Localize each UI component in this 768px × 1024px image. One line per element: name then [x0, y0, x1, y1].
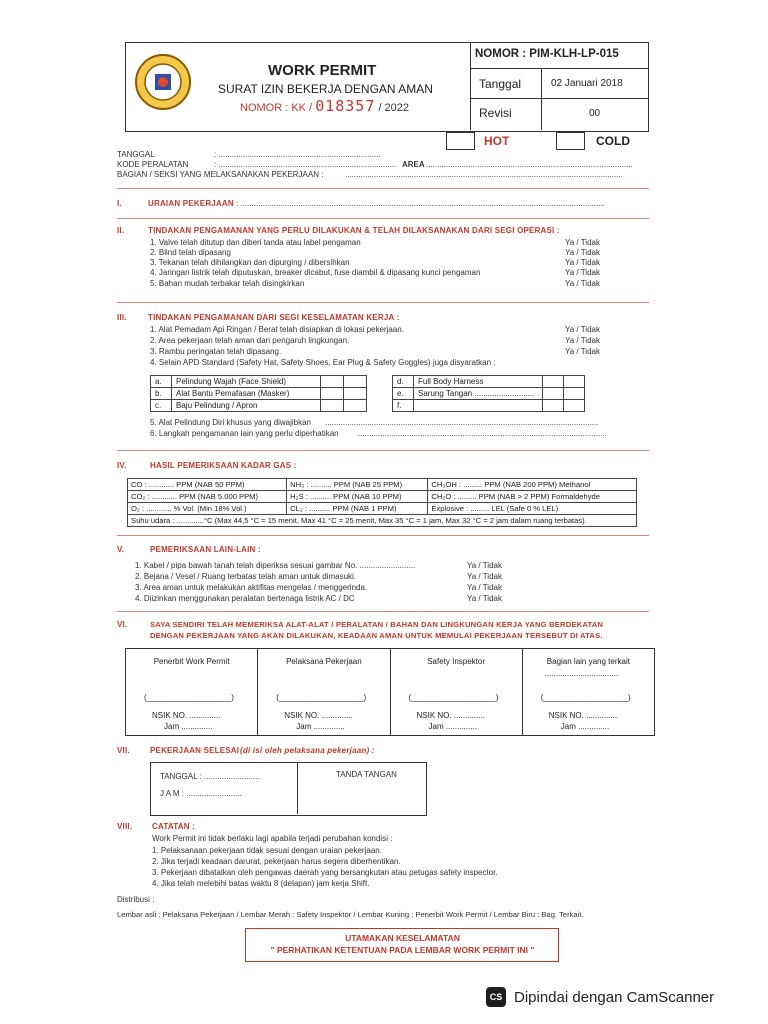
tanggal-value: 02 Januari 2018: [551, 78, 623, 89]
catatan-item: 1. Pelaksanaan pekerjaan tidak sesuai dengan uraian pekerjaan.: [152, 846, 382, 855]
s2-item: 4. Jaringan listrik telah diputuskan, breaker dicabut, fuse diambil & dipasang kunci pengaman: [150, 268, 481, 277]
catatan-item: 4. Jika telah melebihi batas waktu 8 (delapan) jam kerja Shift.: [152, 879, 370, 888]
camscanner-text: Dipindai dengan CamScanner: [514, 988, 715, 1006]
signature-line: (___________________): [408, 693, 499, 702]
form-title: WORK PERMIT: [268, 62, 377, 79]
safety-notice-line-2: " PERHATIKAN KETENTUAN PADA LEMBAR WORK PERMIT INI ": [270, 945, 535, 955]
gas-cell[interactable]: NH₃ : .......... PPM (NAB 25 PPM): [287, 479, 428, 491]
s3-item: 3. Rambu peringatan telah dipasang.: [150, 347, 282, 356]
doc-info-box: [470, 42, 648, 130]
section-7-title: PEKERJAAN SELESAI: [150, 746, 240, 755]
section-4-title: HASIL PEMERIKSAAN KADAR GAS :: [150, 461, 297, 470]
apd-checkbox[interactable]: [564, 388, 585, 400]
signature-title: Pelaksana Pekerjaan: [286, 657, 362, 666]
s5-item: 1. Kabel / pipa bawah tanah telah diperiksa sesuai gambar No. .........................: [135, 561, 416, 570]
permit-number: [240, 97, 409, 115]
permit-number-label: NOMOR : KK /: [240, 102, 313, 114]
s5-item: 2. Bejana / Vesel / Ruang terbatas telah aman untuk dimasuki.: [135, 572, 357, 581]
apd-letter: f.: [393, 400, 414, 412]
divider: [117, 218, 649, 219]
gas-cell[interactable]: CH₃OH : ......... PPM (NAB 200 PPM) Methanol: [428, 479, 637, 491]
section-7-note: (di isi oleh pelaksana pekerjaan) :: [240, 746, 375, 755]
apd-checkbox[interactable]: [564, 376, 585, 388]
table-row: [128, 515, 637, 527]
table-row: [128, 491, 637, 503]
tanggal-field-label: TANGGAL: [117, 150, 155, 159]
apd-item: Full Body Harness: [414, 376, 543, 388]
permit-number-value: 018357: [315, 97, 376, 115]
section-2-title: TINDAKAN PENGAMANAN YANG PERLU DILAKUKAN & TELAH DILAKSANAKAN DARI SEGI OPERASI :: [148, 226, 560, 235]
apd-item: Sarung Tangan ...........................: [414, 388, 543, 400]
hot-label: HOT: [484, 134, 510, 148]
gas-cell[interactable]: Explosive : ......... LEL (Safe 0 % LEL): [428, 503, 637, 515]
ya-tidak[interactable]: Ya / Tidak: [467, 594, 502, 603]
s3-item: 1. Alat Pemadam Api Ringan / Berat telah disiapkan di lokasi pekerjaan.: [150, 325, 404, 334]
ya-tidak[interactable]: Ya / Tidak: [467, 561, 502, 570]
hot-checkbox[interactable]: [446, 132, 475, 150]
section-5-title: PEMERIKSAAN LAIN-LAIN :: [150, 545, 261, 554]
ya-tidak[interactable]: Ya / Tidak: [467, 583, 502, 592]
divider: [117, 188, 649, 189]
section-6-number: VI.: [117, 620, 128, 629]
apd-letter: c.: [151, 400, 172, 412]
apd-item: [414, 400, 543, 412]
box-divider: [297, 762, 298, 814]
signature-table: [125, 648, 655, 736]
section-3-number: III.: [117, 313, 127, 322]
area-field-dots[interactable]: .............................................................................................: [426, 160, 633, 169]
section-3-title: TINDAKAN PENGAMANAN DARI SEGI KESELAMATAN KERJA :: [148, 313, 400, 322]
ya-tidak[interactable]: Ya / Tidak: [565, 258, 600, 267]
section-1-number: I.: [117, 199, 122, 208]
section-2-number: II.: [117, 226, 125, 235]
signature-cell-pelaksana[interactable]: [258, 649, 390, 736]
signature-line: (___________________): [276, 693, 367, 702]
s2-item: 1. Valve telah ditutup dan diberi tanda atau label pengaman: [150, 238, 361, 247]
signature-cell-safety[interactable]: [390, 649, 522, 736]
apd-item: Pelindung Wajah (Face Shield): [172, 376, 321, 388]
jam-field: Jam ..............: [560, 722, 610, 731]
tanggal-label: Tanggal: [479, 77, 522, 91]
divider: [117, 535, 649, 536]
ya-tidak[interactable]: Ya / Tidak: [565, 336, 600, 345]
s3-item-5-dots[interactable]: ...........................................................................................................................: [325, 418, 599, 427]
distribusi-lembar: Lembar asli : Pelaksana Pekerjaan / Lembar Merah : Safety Inspektor / Lembar Kuning : Penerbit Work Permit / Lembar Biru : Bag. Terkait.: [117, 910, 584, 919]
apd-table-right: [392, 375, 585, 412]
tanggal-field-dots[interactable]: : .........................................................................: [214, 150, 381, 159]
s2-item: 5. Bahan mudah terbakar telah disingkirkan: [150, 279, 305, 288]
s3-item-6: 6. Langkah pengamanan lain yang perlu diperhatikan: [150, 429, 339, 438]
jam-field: Jam ..............: [296, 722, 345, 731]
apd-checkbox[interactable]: [344, 376, 367, 388]
bagian-field-label: BAGIAN / SEKSI YANG MELAKSANAKAN PEKERJAAN :: [117, 170, 324, 179]
revisi-value: 00: [589, 108, 601, 119]
gas-cell[interactable]: CH₂O : ......... PPM (NAB > 2 PPM) Formaldehyde: [428, 491, 637, 503]
section-8-number: VIII.: [117, 822, 133, 831]
table-row: [393, 400, 585, 412]
gas-cell[interactable]: CO₂ : ............ PPM (NAB 5.000 PPM): [128, 491, 287, 503]
tanda-tangan-label: TANDA TANGAN: [336, 770, 397, 779]
table-row: [151, 400, 367, 412]
signature-title: Bagian lain yang terkait: [546, 657, 630, 666]
nsik-no: NSIK NO. ..............: [548, 711, 618, 720]
gas-cell[interactable]: H₂S : .......... PPM (NAB 10 PPM): [287, 491, 428, 503]
section-6-line-1: SAYA SENDIRI TELAH MEMERIKSA ALAT-ALAT / PERALATAN / BAHAN DAN LINGKUNGAN KERJA YANG BERDEKATAN: [150, 620, 604, 629]
apd-item: Alat Bantu Pemafasan (Masker): [172, 388, 321, 400]
signature-line: (___________________): [540, 693, 631, 702]
apd-checkbox[interactable]: [321, 376, 344, 388]
table-row: [128, 503, 637, 515]
signature-cell-bagian[interactable]: [522, 649, 654, 736]
kode-field-label: KODE PERALATAN: [117, 160, 189, 169]
apd-checkbox[interactable]: [543, 376, 564, 388]
section-7-number: VII.: [117, 746, 130, 755]
safety-notice-line-1: UTAMAKAN KESELAMATAN: [345, 933, 460, 943]
apd-checkbox[interactable]: [564, 400, 585, 412]
apd-table-left: [150, 375, 367, 412]
uraian-field-dots[interactable]: : ....................................................................................................................................................................: [236, 199, 605, 208]
apd-checkbox[interactable]: [543, 400, 564, 412]
apd-checkbox[interactable]: [543, 388, 564, 400]
jam-field: Jam ..............: [164, 722, 213, 731]
section-8-title: CATATAN :: [152, 822, 195, 831]
table-row: [126, 649, 655, 736]
selesai-tanggal[interactable]: TANGGAL : .........................: [160, 772, 260, 781]
divider: [117, 450, 649, 451]
s2-item: 2. Blind telah dipasang: [150, 248, 231, 257]
catatan-intro: Work Permit ini tidak berlaku lagi apabila terjadi perubahan kondisi :: [152, 834, 393, 843]
table-row: [393, 388, 585, 400]
apd-letter: b.: [151, 388, 172, 400]
nsik-no: NSIK NO. ..............: [284, 711, 353, 720]
s3-item: 4. Selain APD Standard (Safety Hat, Safety Shoes, Ear Plug & Safety Goggles) juga disyaratkan :: [150, 358, 496, 367]
s3-item-5: 5. Alat Pelindung Diri khusus yang diwajibkan: [150, 418, 311, 427]
permit-number-year: / 2022: [378, 102, 410, 114]
apd-checkbox[interactable]: [344, 388, 367, 400]
apd-letter: e.: [393, 388, 414, 400]
ya-tidak[interactable]: Ya / Tidak: [565, 268, 600, 277]
signature-title: Safety Inspektor: [427, 657, 486, 666]
kode-field-dots[interactable]: : ................................................................................: [214, 160, 397, 169]
apd-item: Baju Pelindung / Apron: [172, 400, 321, 412]
ya-tidak[interactable]: Ya / Tidak: [565, 238, 600, 247]
gas-cell[interactable]: CO : ............ PPM (NAB 50 PPM): [128, 479, 287, 491]
section-6-line-2: DENGAN PEKERJAAN YANG AKAN DILAKUKAN, KEADAAN AMAN UNTUK MEMULAI PEKERJAAN TERSEBUT DI ATAS.: [150, 631, 603, 640]
gas-cell[interactable]: CL₂ : .......... PPM (NAB 1 PPM): [287, 503, 428, 515]
gas-cell[interactable]: O₂ : ............ % Vol. (Min 18% Vol.): [128, 503, 287, 515]
ya-tidak[interactable]: Ya / Tidak: [565, 248, 600, 257]
jam-field: Jam ..............: [428, 722, 477, 731]
nsik-no: NSIK NO. ..............: [416, 711, 485, 720]
cold-label: COLD: [596, 134, 630, 148]
ya-tidak[interactable]: Ya / Tidak: [565, 325, 600, 334]
s2-item: 3. Tekanan telah dihilangkan dan dipurging / dibersihkan: [150, 258, 350, 267]
company-logo-icon: [133, 52, 193, 112]
divider: [117, 302, 649, 303]
catatan-item: 3. Pekerjaan dibatalkan oleh pengawas daerah yang bersangkutan atau petugas safety inspector.: [152, 868, 498, 877]
ya-tidak[interactable]: Ya / Tidak: [565, 347, 600, 356]
apd-letter: d.: [393, 376, 414, 388]
camscanner-watermark: [480, 982, 768, 1012]
signature-line: (___________________): [144, 693, 234, 702]
section-1-title: URAIAN PEKERJAAN: [148, 199, 234, 208]
revisi-label: Revisi: [479, 106, 512, 120]
apd-checkbox[interactable]: [321, 400, 344, 412]
doc-number: NOMOR : PIM-KLH-LP-015: [475, 48, 619, 60]
gas-table: [127, 478, 637, 527]
table-row: [393, 376, 585, 388]
table-row: [151, 388, 367, 400]
selesai-jam[interactable]: J A M : .........................: [160, 789, 242, 798]
apd-checkbox[interactable]: [344, 400, 367, 412]
form-subtitle: SURAT IZIN BEKERJA DENGAN AMAN: [218, 82, 433, 96]
cold-checkbox[interactable]: [556, 132, 585, 150]
s3-item-6-dots[interactable]: ................................................................................................................: [358, 429, 607, 438]
section-4-number: IV.: [117, 461, 127, 470]
signature-title: Penerbit Work Permit: [153, 657, 230, 666]
area-field-label: AREA: [402, 160, 425, 169]
section-5-number: V.: [117, 545, 125, 554]
s3-item: 2. Area pekerjaan telah aman dari pengaruh lingkungan.: [150, 336, 350, 345]
nsik-no: NSIK NO. ..............: [152, 711, 221, 720]
table-row: [151, 376, 367, 388]
s5-item: 4. Diizinkan menggunakan peralatan bertenaga listrik AC / DC: [135, 594, 355, 603]
bagian-dots: .................................: [544, 669, 619, 678]
bagian-field-dots[interactable]: .............................................................................................................................: [345, 170, 623, 179]
distribusi-label: Distribusi :: [117, 895, 155, 904]
apd-checkbox[interactable]: [321, 388, 344, 400]
ya-tidak[interactable]: Ya / Tidak: [565, 279, 600, 288]
ya-tidak[interactable]: Ya / Tidak: [467, 572, 502, 581]
apd-letter: a.: [151, 376, 172, 388]
s5-item: 3. Area aman untuk melakukan aktifitas mengelas / menggerinda.: [135, 583, 368, 592]
table-row: [128, 479, 637, 491]
camscanner-icon: CS: [486, 987, 506, 1007]
catatan-item: 2. Jika terjadi keadaan darurat, pekerjaan harus segera diberhentikan.: [152, 857, 401, 866]
suhu-cell[interactable]: Suhu udara : .............°C (Max 44,5 °C = 15 menit, Max 41 °C = 25 menit, Max 35 °C = 1 jam, Max 32 °C = 2 jam dalam ruang terbatas).: [128, 515, 637, 527]
divider: [117, 611, 649, 612]
signature-cell-penerbit[interactable]: [126, 649, 258, 736]
